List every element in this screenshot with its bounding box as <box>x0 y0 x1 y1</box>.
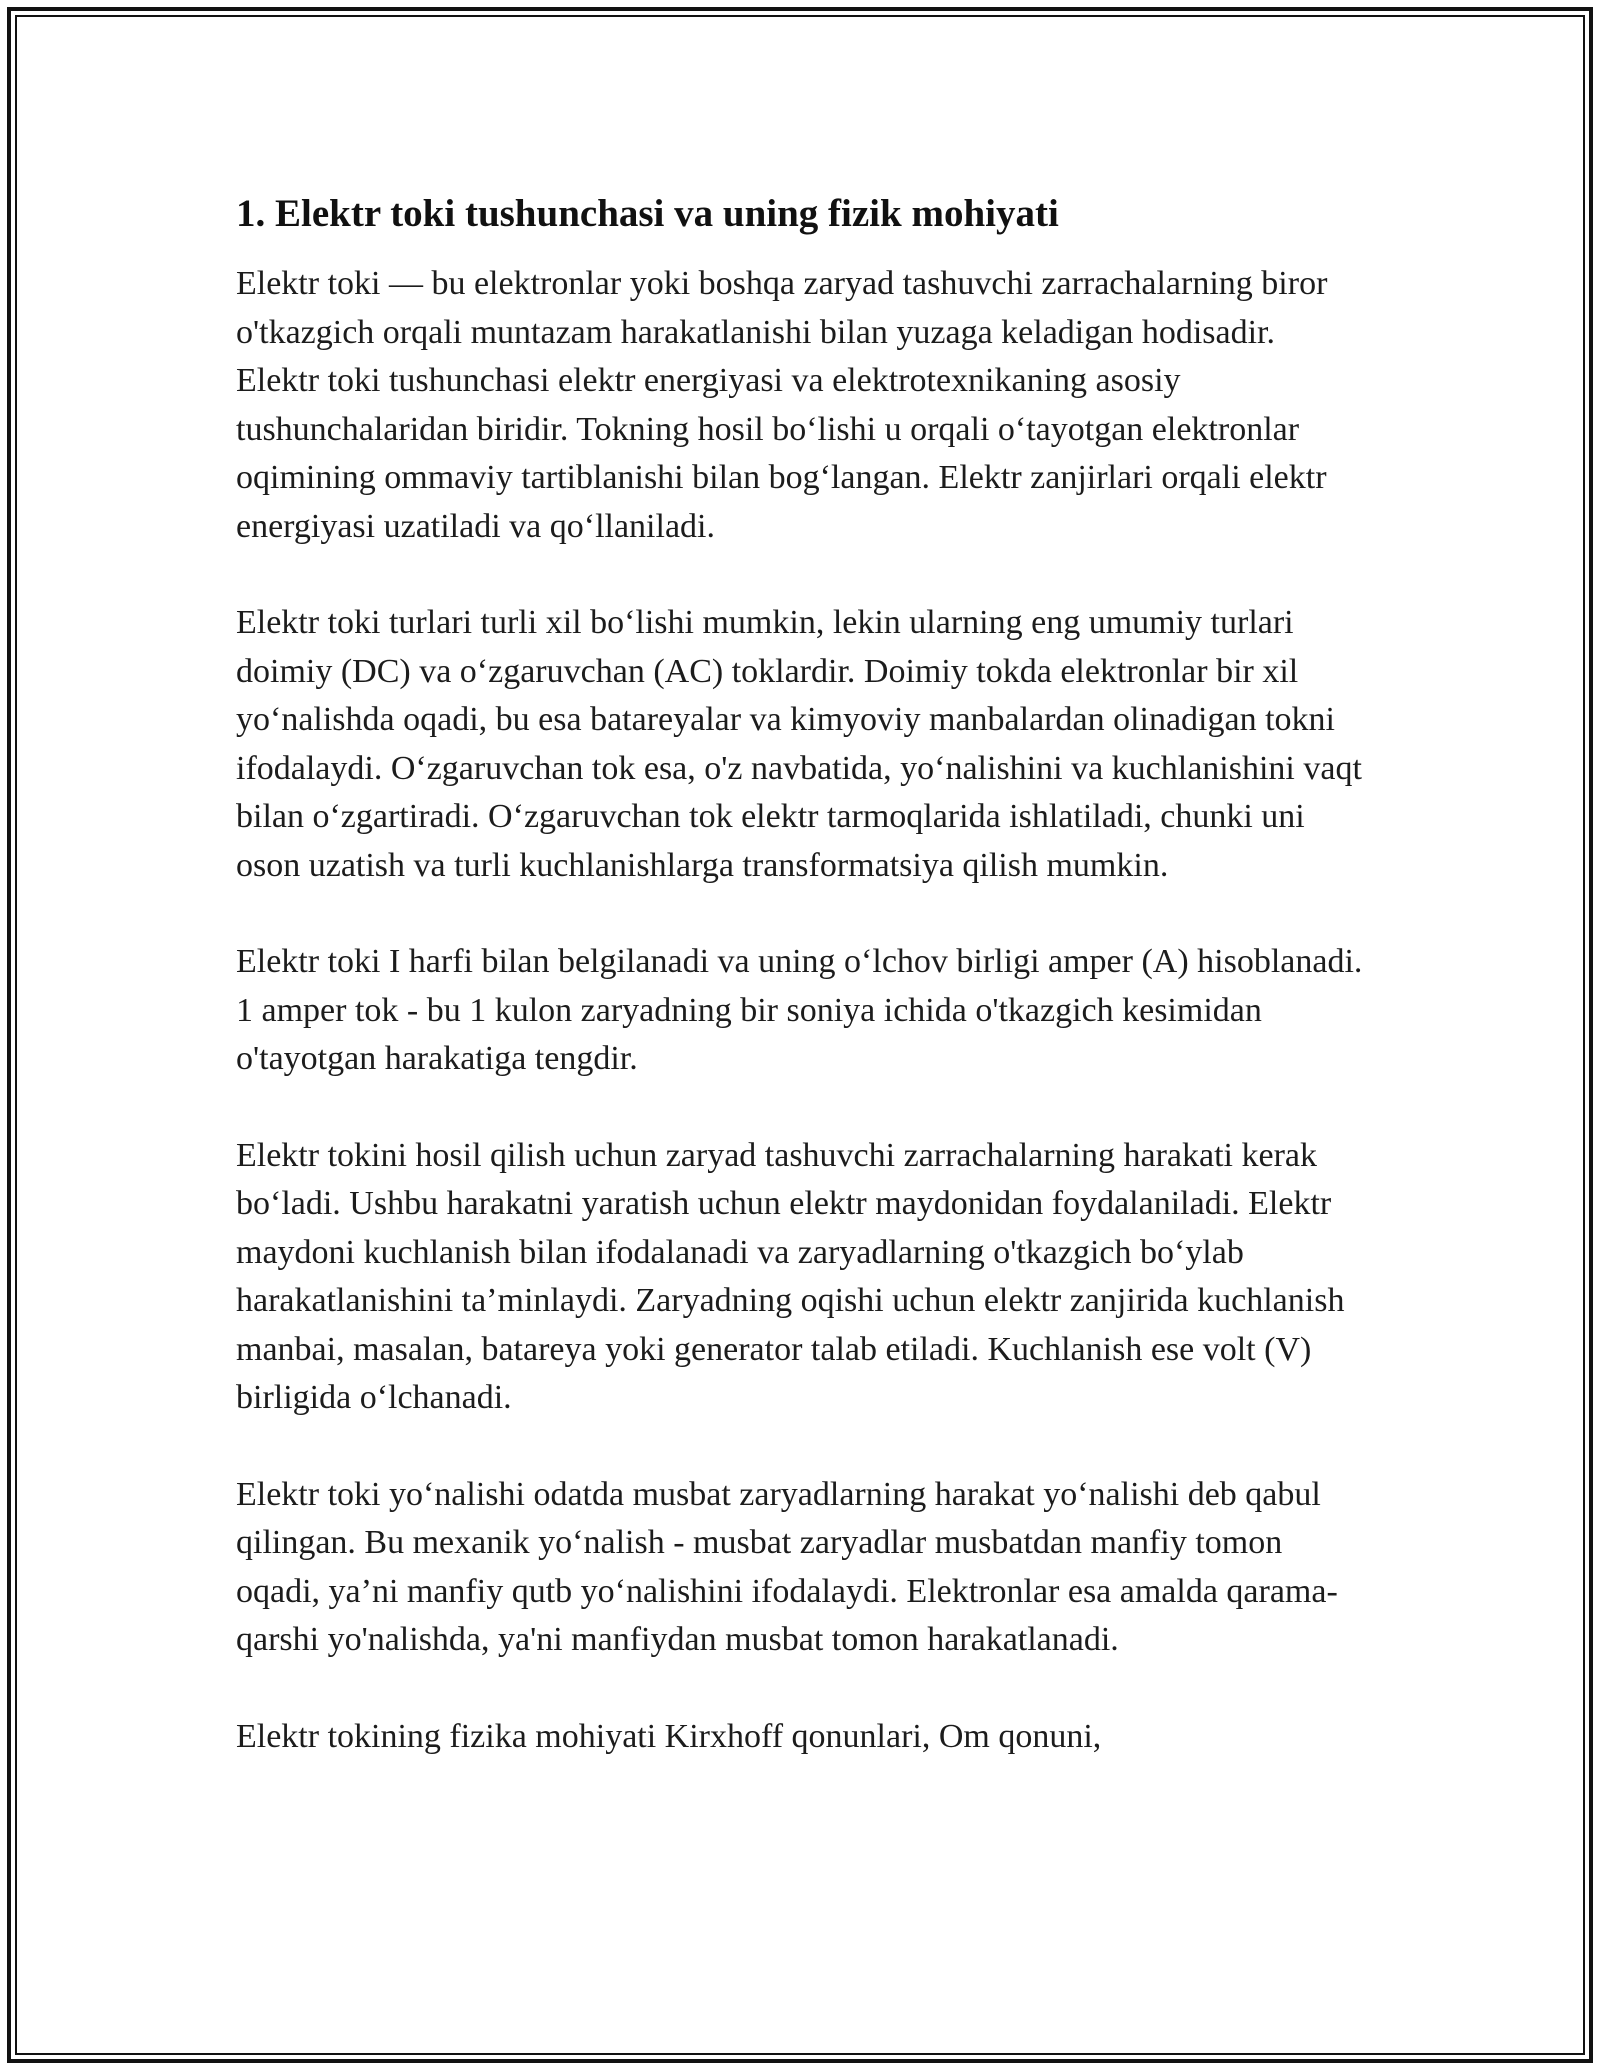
paragraph-electric-field: Elektr tokini hosil qilish uchun zaryad tashuvchi zarrachalarning harakati kerak bo‘ladi. Ushbu harakatni yaratish uchun elektr maydonidan foydalaniladi. Elektr maydoni kuchlanish bilan ifodalanadi va zaryadlarning o'tkazgich bo‘ylab harakatlanishini ta’minlaydi. Zaryadning oqishi uchun elektr zanjirida kuchlanish manbai, masalan, batareya yoki generator talab etiladi. Kuchlanish ese volt (V) birligida o‘lchanadi. <box>236 1136 1345 1416</box>
paragraph-unit-ampere: Elektr toki I harfi bilan belgilanadi va uning o‘lchov birligi amper (A) hisoblanadi. 1 amper tok - bu 1 kulon zaryadning bir soniya ichida o'tkazgich kesimidan o'tayotgan harakatiga tengdir. <box>236 943 1363 1077</box>
paragraph-physical-essence: Elektr tokining fizika mohiyati Kirxhoff qonunlari, Om qonuni, <box>236 1717 1102 1755</box>
paragraph-definition: Elektr toki — bu elektronlar yoki boshqa zaryad tashuvchi zarrachalarning biror o'tkazgich orqali muntazam harakatlanishi bilan yuzaga keladigan hodisadir. Elektr toki tushunchasi elektr energiyasi va elektrotexnikaning asosiy tushunchalaridan biridir. Tokning hosil bo‘lishi u orqali o‘tayotgan elektronlar oqimining ommaviy tartiblanishi bilan bog‘langan. Elektr zanjirlari orqali elektr energiyasi uzatiladi va qo‘llaniladi. <box>236 265 1328 545</box>
document-body <box>236 190 1366 1809</box>
section-heading: 1. Elektr toki tushunchasi va uning fizik mohiyati <box>236 192 1059 235</box>
paragraph-current-types: Elektr toki turlari turli xil bo‘lishi mumkin, lekin ularning eng umumiy turlari doimiy (DC) va o‘zgaruvchan (AC) toklardir. Doimiy tokda elektronlar bir xil yo‘nalishda oqadi, bu esa batareyalar va kimyoviy manbalardan olinadigan tokni ifodalaydi. O‘zgaruvchan tok esa, o'z navbatida, yo‘nalishini va kuchlanishini vaqt bilan o‘zgartiradi. O‘zgaruvchan tok elektr tarmoqlarida ishlatiladi, chunki uni oson uzatish va turli kuchlanishlarga transformatsiya qilish mumkin. <box>236 604 1362 884</box>
paragraph-current-direction: Elektr toki yo‘nalishi odatda musbat zaryadlarning harakat yo‘nalishi deb qabul qilingan. Bu mexanik yo‘nalish - musbat zaryadlar musbatdan manfiy tomon oqadi, ya’ni manfiy qutb yo‘nalishini ifodalaydi. Elektronlar esa amalda qarama-qarshi yo'nalishda, ya'ni manfiydan musbat tomon harakatlanadi. <box>236 1475 1338 1658</box>
